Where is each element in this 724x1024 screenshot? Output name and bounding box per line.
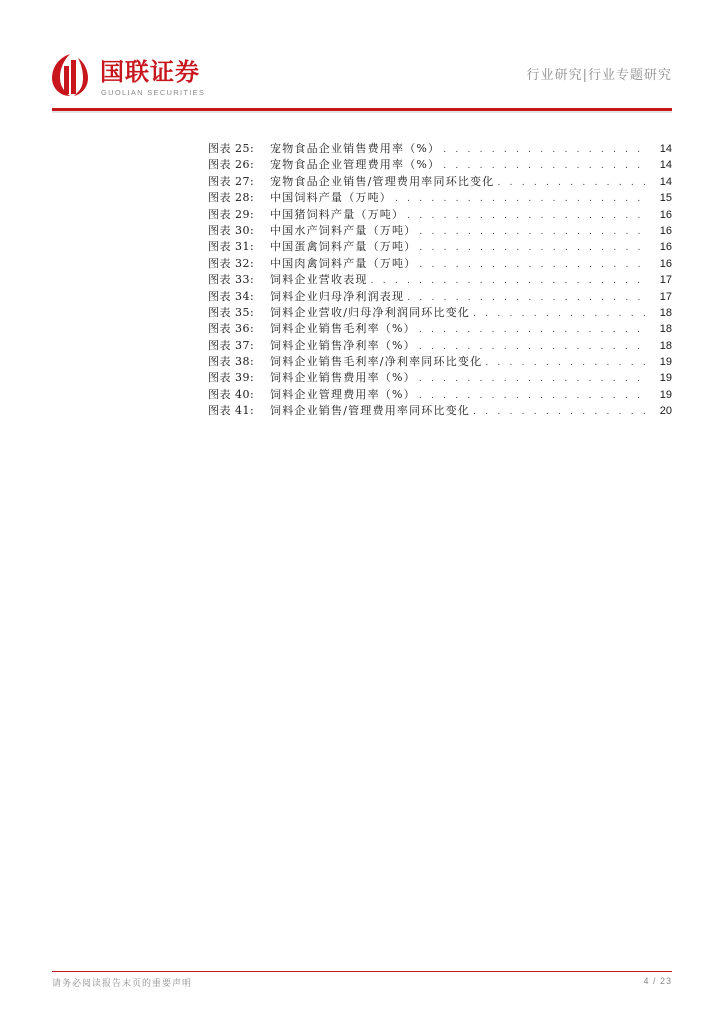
- toc-dot-leader: [473, 404, 650, 420]
- toc-entry-page[interactable]: 19: [659, 356, 672, 369]
- toc-entry-label: 图表 39:: [208, 371, 255, 385]
- toc-entry-page[interactable]: 19: [659, 388, 672, 401]
- guolian-logo-icon: [50, 52, 90, 98]
- brand-name-en: GUOLIAN SECURITIES: [101, 88, 206, 97]
- toc-entry[interactable]: [208, 338, 672, 354]
- toc-entry-title[interactable]: 饲料企业营收表现: [270, 273, 368, 287]
- toc-entry[interactable]: [208, 174, 672, 190]
- toc-entry-title[interactable]: 宠物食品企业销售费用率（%）: [270, 142, 441, 155]
- toc-entry[interactable]: [208, 289, 672, 305]
- toc-entry-label: 图表 34:: [208, 289, 255, 303]
- toc-entry[interactable]: [208, 387, 672, 403]
- toc-entry-page[interactable]: 16: [659, 224, 672, 237]
- toc-entry[interactable]: [208, 354, 672, 370]
- toc-entry[interactable]: [208, 223, 672, 239]
- toc-entry-label: 图表 26:: [208, 158, 255, 172]
- toc-entry-page[interactable]: 18: [659, 323, 672, 336]
- toc-entry-page[interactable]: 16: [659, 257, 672, 270]
- page-header: [0, 0, 724, 116]
- toc-entry-page[interactable]: 14: [659, 175, 672, 188]
- toc-entry-title[interactable]: 饲料企业销售净利率（%）: [270, 338, 416, 352]
- toc-entry-title[interactable]: 饲料企业营收/归母净利润同环比变化: [270, 305, 471, 319]
- toc-dot-leader: [419, 257, 650, 273]
- toc-dot-leader: [473, 306, 650, 322]
- toc-dot-leader: [419, 240, 650, 256]
- toc-dot-leader: [443, 142, 650, 158]
- toc-entry-title[interactable]: 中国肉禽饲料产量（万吨）: [270, 256, 417, 270]
- toc-entry-label: 图表 35:: [208, 305, 255, 319]
- brand-name-cn: 国联证券: [100, 58, 200, 86]
- toc-entry[interactable]: [208, 272, 672, 288]
- toc-entry[interactable]: [208, 305, 672, 321]
- toc-entry-label: 图表 38:: [208, 355, 255, 369]
- toc-dot-leader: [407, 290, 650, 306]
- toc-entry-title[interactable]: 饲料企业归母净利润表现: [270, 289, 405, 303]
- toc-entry-title[interactable]: 饲料企业销售/管理费用率同环比变化: [270, 404, 471, 418]
- toc-entry-label: 图表 41:: [208, 404, 255, 418]
- toc-entry-label: 图表 30:: [208, 223, 255, 237]
- toc-entry-title[interactable]: 饲料企业销售费用率（%）: [270, 371, 416, 385]
- page-number: 4 / 23: [643, 976, 672, 986]
- toc-entry-page[interactable]: 17: [659, 290, 672, 303]
- toc-entry-title[interactable]: 宠物食品企业管理费用率（%）: [270, 158, 441, 172]
- toc-dot-leader: [419, 388, 650, 404]
- toc-entry-title[interactable]: 饲料企业销售毛利率/净利率同环比变化: [270, 355, 483, 369]
- toc-entry-title[interactable]: 中国饲料产量（万吨）: [270, 191, 392, 205]
- toc-entry[interactable]: [208, 141, 672, 157]
- toc-entry-page[interactable]: 16: [659, 208, 672, 221]
- toc-entry-label: 图表 32:: [208, 256, 255, 270]
- toc-dot-leader: [485, 355, 650, 371]
- header-divider: [52, 108, 672, 113]
- footer-divider: [52, 971, 672, 972]
- toc-dot-leader: [419, 322, 650, 338]
- toc-dot-leader: [419, 224, 650, 240]
- toc-entry-title[interactable]: 饲料企业管理费用率（%）: [270, 387, 416, 401]
- toc-entry-title[interactable]: 宠物食品企业销售/管理费用率同环比变化: [270, 174, 495, 188]
- toc-entry[interactable]: [208, 207, 672, 223]
- toc-entry-label: 图表 37:: [208, 338, 255, 352]
- toc-dot-leader: [371, 273, 650, 289]
- toc-entry-label: 图表 27:: [208, 174, 255, 188]
- toc-entry[interactable]: [208, 370, 672, 386]
- toc-dot-leader: [419, 339, 650, 355]
- toc-entry-page[interactable]: 20: [659, 405, 672, 418]
- report-section: 行业研究|行业专题研究: [526, 68, 672, 83]
- footer-disclaimer: 请务必阅读报告末页的重要声明: [52, 979, 193, 989]
- toc-entry-page[interactable]: 18: [659, 339, 672, 352]
- toc-entry[interactable]: [208, 157, 672, 173]
- toc-entry-title[interactable]: 中国蛋禽饲料产量（万吨）: [270, 240, 417, 254]
- toc-entry-page[interactable]: 15: [659, 192, 672, 205]
- toc-entry[interactable]: [208, 403, 672, 419]
- toc-entry-page[interactable]: 17: [659, 274, 672, 287]
- toc-entry-label: 图表 28:: [208, 191, 255, 205]
- toc-dot-leader: [419, 371, 650, 387]
- toc-entry-title[interactable]: 中国水产饲料产量（万吨）: [270, 223, 417, 237]
- toc-entry-title[interactable]: 中国猪饲料产量（万吨）: [270, 207, 405, 221]
- toc-entry-page[interactable]: 14: [659, 143, 672, 155]
- toc-entry-page[interactable]: 19: [659, 372, 672, 385]
- toc-entry-page[interactable]: 16: [659, 241, 672, 254]
- figure-list: [208, 141, 672, 420]
- toc-entry-title[interactable]: 饲料企业销售毛利率（%）: [270, 322, 416, 336]
- toc-entry-page[interactable]: 14: [659, 159, 672, 172]
- toc-entry-label: 图表 33:: [208, 273, 255, 287]
- toc-dot-leader: [443, 158, 650, 174]
- toc-dot-leader: [407, 208, 650, 224]
- toc-entry[interactable]: [208, 321, 672, 337]
- toc-entry[interactable]: [208, 239, 672, 255]
- toc-entry-label: 图表 31:: [208, 240, 255, 254]
- toc-entry-label: 图表 25:: [208, 142, 255, 155]
- toc-entry-page[interactable]: 18: [659, 306, 672, 319]
- toc-entry[interactable]: [208, 256, 672, 272]
- toc-dot-leader: [395, 191, 650, 207]
- toc-entry-label: 图表 40:: [208, 387, 255, 401]
- toc-entry-label: 图表 29:: [208, 207, 255, 221]
- toc-entry-label: 图表 36:: [208, 322, 255, 336]
- toc-entry[interactable]: [208, 190, 672, 206]
- toc-dot-leader: [498, 175, 650, 191]
